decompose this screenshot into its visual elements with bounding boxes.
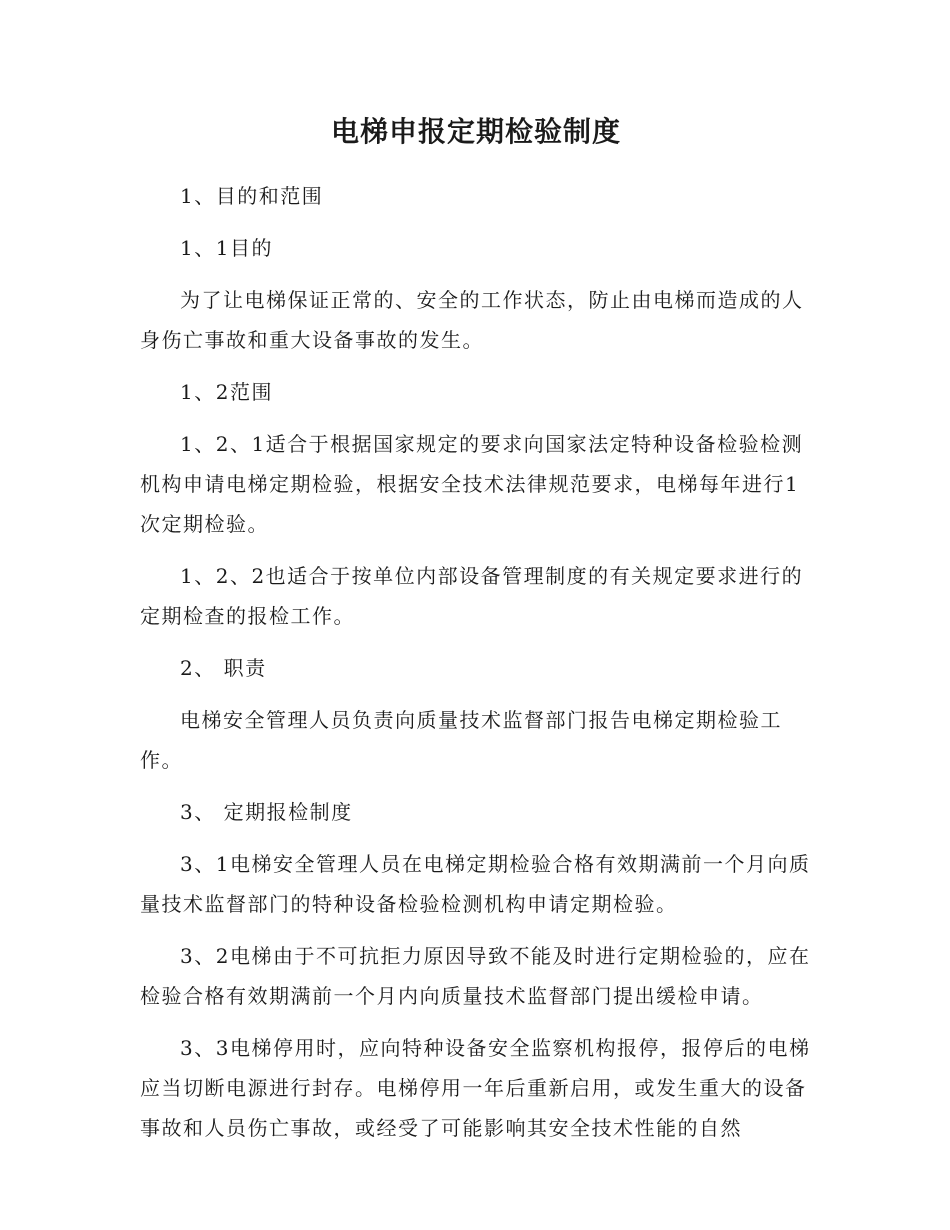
body-paragraph-purpose: 为了让电梯保证正常的、安全的工作状态，防止由电梯而造成的人身伤亡事故和重大设备事故的发生。: [140, 288, 804, 352]
subsection-heading-1-2: 1、2范围: [180, 380, 273, 404]
body-paragraph-3-2: 3、2电梯由于不可抗拒力原因导致不能及时进行定期检验的，应在检验合格有效期满前一个月内向质量技术监督部门提出缓检申请。: [140, 944, 811, 1008]
section-heading-1: 1、目的和范围: [180, 184, 324, 208]
body-paragraph-3-3: 3、3电梯停用时，应向特种设备安全监察机构报停，报停后的电梯应当切断电源进行封存。电梯停用一年后重新启用，或发生重大的设备事故和人员伤亡事故，或经受了可能影响其安全技术性能的自然: [140, 1036, 811, 1140]
document-page: [140, 110, 812, 1160]
body-paragraph-1-2-2: 1、2、2也适合于按单位内部设备管理制度的有关规定要求进行的定期检查的报检工作。: [140, 564, 804, 628]
document-title: 电梯申报定期检验制度: [330, 115, 621, 148]
body-paragraph-duties: 电梯安全管理人员负责向质量技术监督部门报告电梯定期检验工作。: [140, 708, 782, 772]
subsection-heading-1-1: 1、1目的: [180, 236, 273, 260]
section-heading-3: 3、 定期报检制度: [180, 800, 353, 824]
section-heading-2: 2、 职责: [180, 656, 267, 680]
body-paragraph-1-2-1: 1、2、1适合于根据国家规定的要求向国家法定特种设备检验检测机构申请电梯定期检验，根据安全技术法律规范要求，电梯每年进行1次定期检验。: [140, 432, 804, 536]
body-paragraph-3-1: 3、1电梯安全管理人员在电梯定期检验合格有效期满前一个月向质量技术监督部门的特种设备检验检测机构申请定期检验。: [140, 852, 811, 916]
